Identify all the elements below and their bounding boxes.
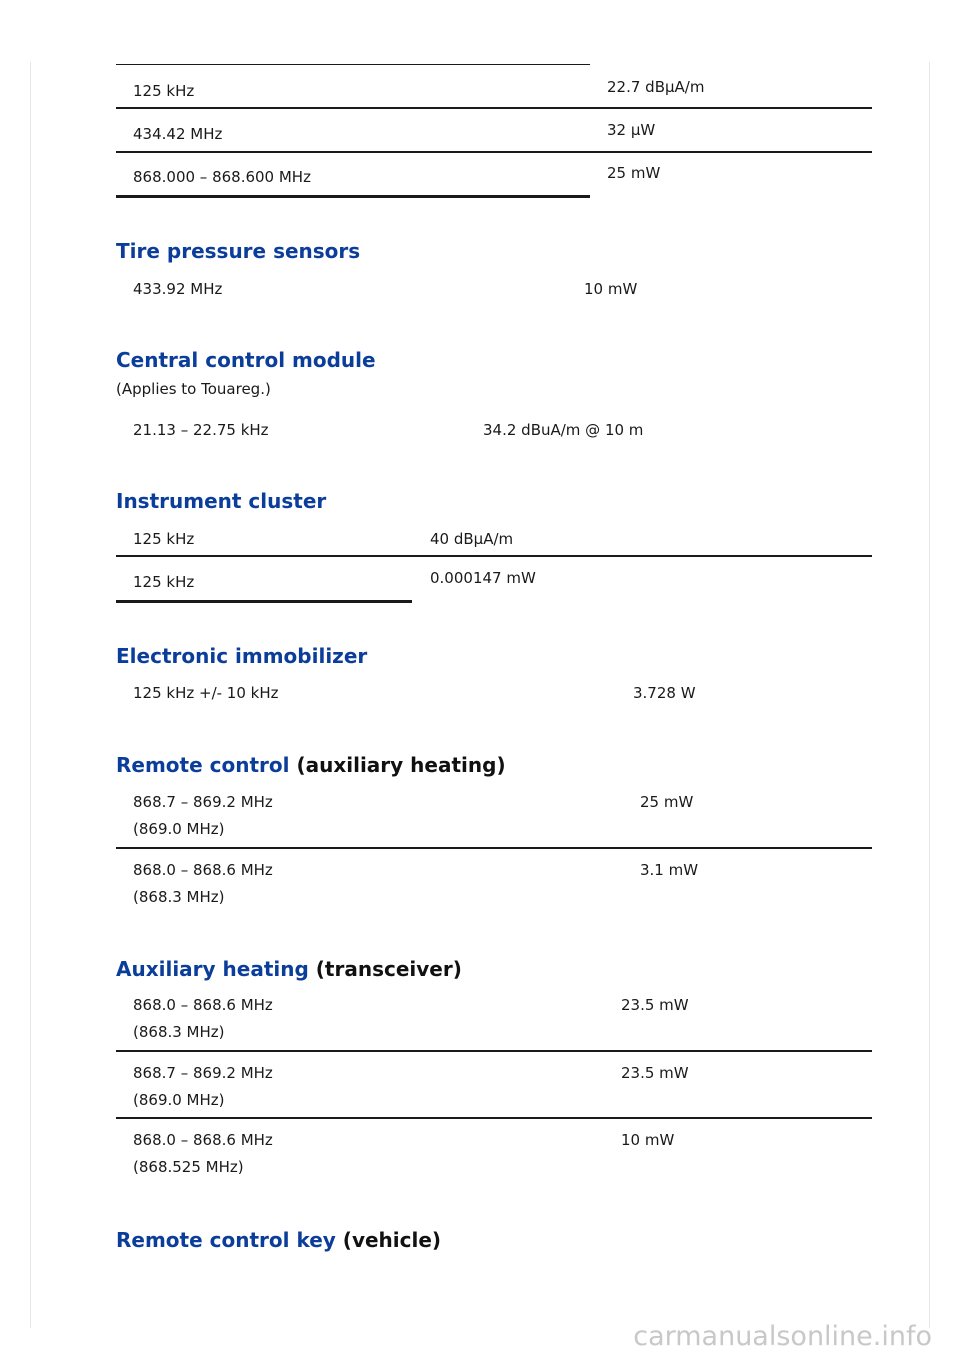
table-row-divider (116, 151, 872, 153)
left-margin-line (30, 62, 31, 1328)
cluster-power: 40 dBµA/m (430, 530, 514, 548)
cluster-freq: 125 kHz (133, 573, 195, 591)
aux-freq-center: (868.3 MHz) (133, 1023, 225, 1041)
immobilizer-power: 3.728 W (633, 684, 696, 702)
remote-freq-center: (869.0 MHz) (133, 820, 225, 838)
heading-blue-part: Remote control (116, 753, 290, 777)
remote-row-divider (116, 847, 872, 849)
table-top-rule (116, 64, 590, 65)
immobilizer-freq: 125 kHz +/- 10 kHz (133, 684, 279, 702)
cluster-bottom-rule (116, 600, 412, 603)
remote-power: 25 mW (640, 793, 694, 811)
remote-freq: 868.0 – 868.6 MHz (133, 861, 273, 879)
table-row-divider (116, 107, 872, 109)
remote-freq: 868.7 – 869.2 MHz (133, 793, 273, 811)
aux-power: 23.5 mW (621, 996, 689, 1014)
tire-freq: 433.92 MHz (133, 280, 223, 298)
watermark: carmanualsonline.info (633, 1321, 932, 1352)
section-heading-central-control: Central control module (116, 348, 376, 372)
table-bottom-rule (116, 195, 590, 198)
central-power: 34.2 dBuA/m @ 10 m (483, 421, 644, 439)
heading-black-part: (auxiliary heating) (296, 753, 506, 777)
central-applies-note: (Applies to Touareg.) (116, 380, 271, 398)
cluster-freq: 125 kHz (133, 530, 195, 548)
section-heading-immobilizer: Electronic immobilizer (116, 644, 368, 668)
aux-freq: 868.7 – 869.2 MHz (133, 1064, 273, 1082)
aux-freq: 868.0 – 868.6 MHz (133, 1131, 273, 1149)
heading-blue-part: Auxiliary heating (116, 957, 309, 981)
table-cell-freq: 125 kHz (133, 82, 195, 100)
heading-black-part: (transceiver) (315, 957, 462, 981)
section-heading-remote-control (116, 753, 506, 777)
heading-black-part: (vehicle) (342, 1228, 442, 1252)
central-freq: 21.13 – 22.75 kHz (133, 421, 269, 439)
aux-freq-center: (868.525 MHz) (133, 1158, 244, 1176)
aux-power: 23.5 mW (621, 1064, 689, 1082)
right-margin-line (929, 62, 930, 1328)
table-cell-power: 22.7 dBµA/m (607, 78, 705, 96)
table-cell-freq: 868.000 – 868.600 MHz (133, 168, 311, 186)
section-heading-tire-pressure: Tire pressure sensors (116, 239, 361, 263)
cluster-power: 0.000147 mW (430, 569, 536, 587)
section-heading-remote-control-key (116, 1228, 441, 1252)
aux-freq: 868.0 – 868.6 MHz (133, 996, 273, 1014)
table-cell-power: 25 mW (607, 164, 661, 182)
aux-row-divider (116, 1050, 872, 1052)
cluster-row-divider (116, 555, 872, 557)
aux-freq-center: (869.0 MHz) (133, 1091, 225, 1109)
section-heading-auxiliary-heating (116, 957, 462, 981)
remote-freq-center: (868.3 MHz) (133, 888, 225, 906)
section-heading-instrument-cluster: Instrument cluster (116, 489, 327, 513)
heading-blue-part: Remote control key (116, 1228, 336, 1252)
table-cell-power: 32 µW (607, 121, 656, 139)
aux-row-divider (116, 1117, 872, 1119)
remote-power: 3.1 mW (640, 861, 699, 879)
tire-power: 10 mW (584, 280, 638, 298)
aux-power: 10 mW (621, 1131, 675, 1149)
table-cell-freq: 434.42 MHz (133, 125, 223, 143)
